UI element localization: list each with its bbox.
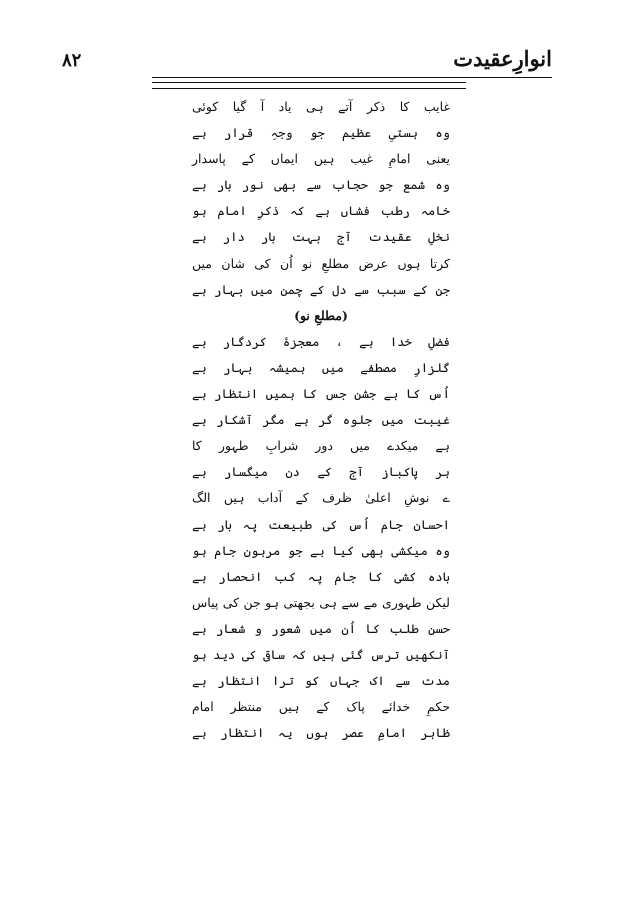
poem-line: ہے میکدے میں دور شرابِ طہور کا [192,438,450,454]
poem-line: وہ میکشی بھی کیا ہے جو مرہونِ جام ہو [192,542,450,558]
poem-line: لیکن طہوری مے سے ہی بجھتی ہو جن کی پیاس [192,594,450,610]
section-subheading: (مطلعِ نو) [294,307,348,323]
poem-line: اُس کا ہے جشن جس کا ہمیں انتظار ہے [192,386,450,402]
poem-line: یعنی امامِ غیب ہیں ایماں کے پاسدار [192,151,450,167]
poem-line: فضلِ خدا ہے ، معجزۂ کردگار ہے [192,333,450,349]
poem-line: حکمِ خدائے پاک کے ہیں منتظر امام [192,699,450,715]
poem-line: غیبت میں جلوہ گر ہے مگر آشکار ہے [192,412,450,428]
header-rule-right [452,77,552,78]
header-rule-2 [152,82,466,83]
poem-line: نخلِ عقیدت آج بہت بار دار ہے [192,229,450,245]
poem-line: گلزارِ مصطفٰے میں ہمیشہ بہار ہے [192,359,450,375]
poem-line: آنکھیں ترس گئی ہیں کہ ساقی کی دید ہو [192,646,450,662]
poem-line: غایب کا ذکر آتے ہی یاد آ گیا کوئی [192,99,450,114]
header-rule-1 [152,77,466,78]
poem-line: جن کے سبب سے دل کے چمن میں بہار ہے [192,281,450,297]
poem-body [192,94,450,746]
poem-line: وہ ہستیِ عظیم جو وجہِ قرار ہے [192,125,450,141]
poem-line: وہ شمع جو حجاب سے بھی نور بار ہے [192,177,450,193]
poem-line: ظاہر امامِ عصر ہوں یہ انتظار ہے [192,725,450,741]
poem-line: خامہ رطب فشاں ہے کہ ذکرِ امام ہو [192,203,450,219]
page-header-title: انوارِعقیدت [453,46,552,71]
poem-line: ے نوشِ اعلیٰ ظرف کے آداب ہیں الگ [192,490,450,506]
page-number: ۸۲ [62,50,82,71]
poem-line: احسان جام اُس کی طبیعت پہ بار ہے [192,516,450,532]
poem-line: ہر پاکباز آج کے دن میگسار ہے [192,464,450,480]
poem-line: مدت سے اک جہاں کو ترا انتظار ہے [192,673,450,689]
poem-line: کرتا ہوں عرض مطلعِ نو اُن کی شان میں [192,255,450,271]
header-rule-3 [152,88,466,89]
poem-line: بادہ کشی کا جام پہ کب انحصار ہے [192,568,450,584]
poem-line: حسنِ طلب کا اُن میں شعور و شعار ہے [192,620,450,636]
